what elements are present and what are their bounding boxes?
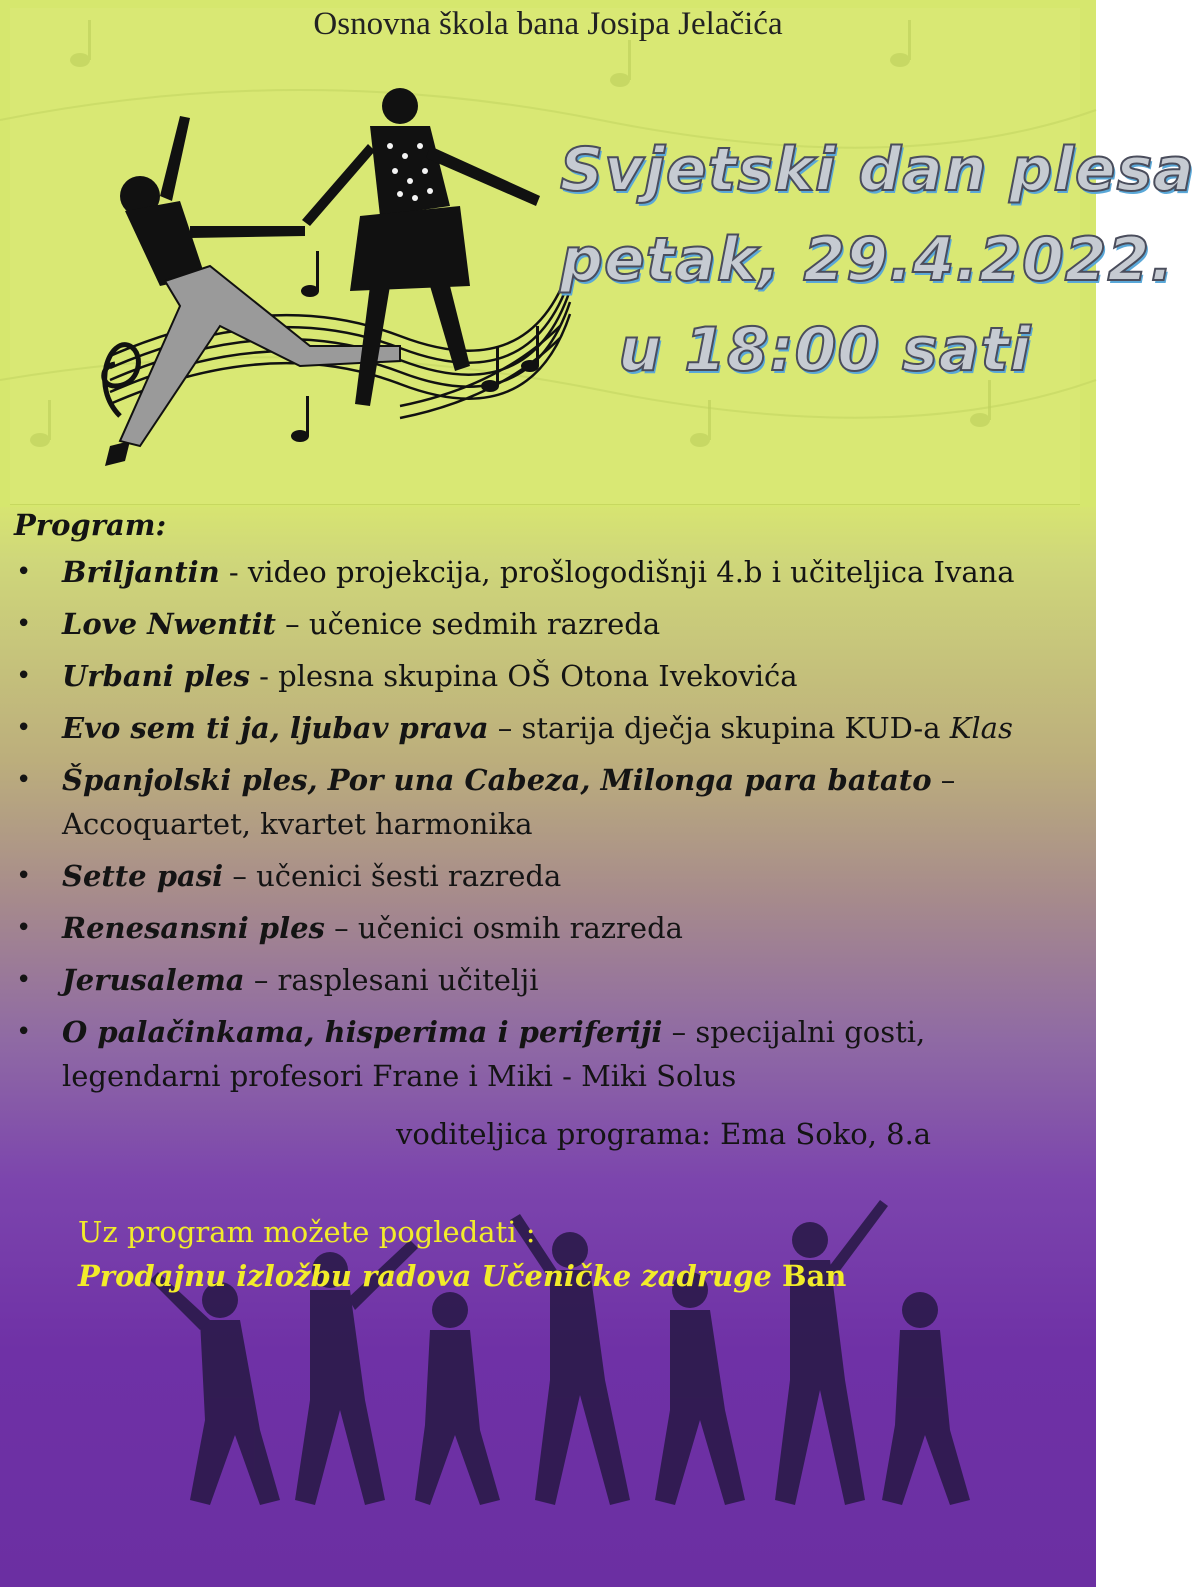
item-group-name: Klas [949,711,1013,745]
program-section [14,504,1089,1106]
bullet-icon: • [16,965,32,995]
bullet-icon: • [16,913,32,943]
extra-exhibit-line [78,1254,846,1298]
dancing-couple-illustration [70,86,590,496]
item-title: O palačinkama, hisperima i periferiji [62,1015,663,1049]
bullet-icon: • [16,557,32,587]
item-description: – učenici osmih razreda [324,911,683,945]
bullet-icon: • [16,661,32,691]
program-heading: Program: [14,508,167,542]
extra-info [78,1210,846,1298]
item-title: Urbani ples [62,659,250,693]
program-host: voditeljica programa: Ema Soko, 8.a [396,1117,932,1151]
item-title: Briljantin [62,555,220,589]
item-description: – rasplesani učitelji [244,963,539,997]
list-item [14,550,1089,594]
school-name: Osnovna škola bana Josipa Jelačića [313,6,783,42]
bullet-icon: • [16,609,32,639]
item-title: Sette pasi [62,859,224,893]
item-description: - plesna skupina OŠ Otona Ivekovića [249,659,798,693]
item-title: Love Nwentit [62,607,276,641]
list-item [14,906,1089,950]
event-title [560,125,1195,395]
extra-intro: Uz program možete pogledati : [78,1215,536,1249]
exhibit-title: Prodajnu izložbu radova Učeničke zadruge [78,1259,772,1293]
title-line-time: u 18:00 sati [618,315,1032,385]
list-item [14,758,1089,846]
item-description: – učenici šesti razreda [223,859,562,893]
list-item [14,706,1089,750]
title-line-event: Svjetski dan plesa [560,135,1195,205]
item-title: Španjolski ples, Por una Cabeza, Milonga para batato [62,763,932,797]
program-list [14,550,1089,1098]
item-title: Renesansni ples [62,911,325,945]
item-description: - video projekcija, prošlogodišnji 4.b i učiteljica Ivana [219,555,1015,589]
list-item [14,854,1089,898]
item-title: Jerusalema [62,963,245,997]
bullet-icon: • [16,765,32,795]
list-item [14,602,1089,646]
item-description: – starija dječja skupina KUD-a [488,711,950,745]
bullet-icon: • [16,1017,32,1047]
title-line-date: petak, 29.4.2022. [560,225,1175,295]
item-description: – specijalni gosti, legendarni profesori Frane i Miki - Miki Solus [62,1015,926,1093]
item-description: – Accoquartet, kvartet harmonika [62,763,956,841]
bullet-icon: • [16,713,32,743]
list-item [14,1010,1089,1098]
cooperative-name: Ban [771,1259,847,1293]
item-description: – učenice sedmih razreda [275,607,661,641]
item-title: Evo sem ti ja, ljubav prava [62,711,489,745]
list-item [14,654,1089,698]
list-item [14,958,1089,1002]
bullet-icon: • [16,861,32,891]
